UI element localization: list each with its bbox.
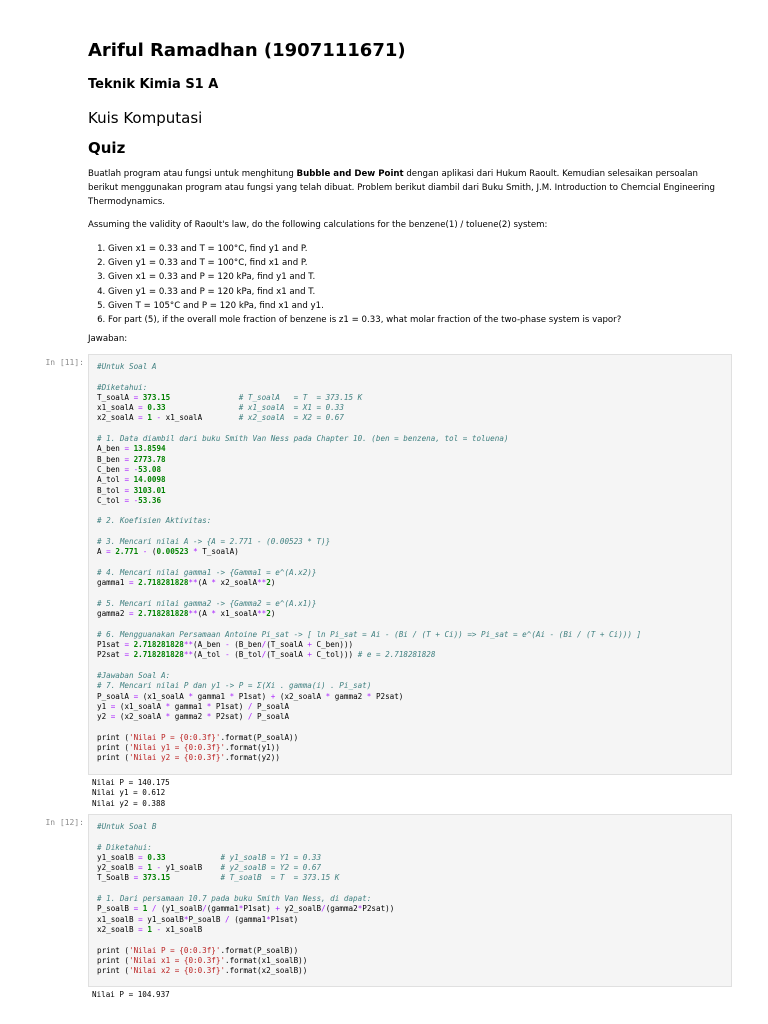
code-editor[interactable]: #Untuk Soal A #Diketahui: T_soalA = 373.15 # T_soalA = T = 373.15 K x1_soalA = 0.33 # x1_soalA = X1 = 0.33 x2_soalA = 1 - x1_soalA # x2_soalA = X2 = 0.67 # 1. Data diambil dari buku Smith Van Ness pada Chapter 10. (ben = benzena, tol = toluena) A_ben = 13.8594 B_ben = 2773.78 C_ben = -53.08 A_tol = 14.0098 B_tol = 3103.01 C_tol = -53.36 # 2. Koefisien Aktivitas: # 3. Mencari nilai A -> {A = 2.771 - (0.00523 * T)} A = 2.771 - (0.00523 * T_soalA) # 4. Mencari nilai gamma1 -> {Gamma1 = e^(A.x2)} gamma1 = 2.718281828**(A * x2_soalA**2) # 5. Mencari nilai gamma2 -> {Gamma2 = e^(A.x1)} gamma2 = 2.718281828**(A * x1_soalA**2) # 6. Mengguanakan Persamaan Antoine Pi_sat -> [ ln Pi_sat = Ai - (Bi / (T + Ci)) => Pi_sat = e^(Ai - (Bi / (T + Ci))) ] P1sat = 2.718281828**(A_ben - (B_ben/(T_soalA + C_ben))) P2sat = 2.718281828**(A_tol - (B_tol/(T_soalA + C_tol))) # e = 2.718281828 #Jawaban Soal A: # 7. Mencari nilai P dan y1 -> P = Σ(Xi . gamma(i) . Pi_sat) P_soalA = (x1_soalA * gamma1 * P1sat) + (x2_soalA * gamma2 * P2sat) y1 = (x1_soalA * gamma1 * P1sat) / P_soalA y2 = (x2_soalA * gamma2 * P2sat) / P_soalA print ('Nilai P = {0:0.3f}'.format(P_soalA)) print ('Nilai y1 = {0:0.3f}'.format(y1)) print ('Nilai y2 = {0:0.3f}'.format(y2))	[97, 362, 642, 763]
question-item: 4. Given y1 = 0.33 and P = 120 kPa, find x1 and T.	[108, 285, 728, 299]
cell-prompt: In [11]:	[45, 358, 84, 367]
intro-text-1	[88, 167, 728, 209]
heading2-block	[88, 139, 728, 157]
answer-label-block	[88, 332, 728, 346]
subtitle-block	[88, 77, 728, 93]
question-list-block	[88, 242, 728, 327]
question-item: 2. Given y1 = 0.33 and T = 100°C, find x1 and P.	[108, 256, 728, 270]
answer-label: Jawaban:	[88, 334, 128, 344]
question-item: 5. Given T = 105°C and P = 120 kPa, find x1 and y1.	[108, 299, 728, 313]
output-text: Nilai P = 140.175 Nilai y1 = 0.612 Nilai y2 = 0.388	[92, 778, 170, 808]
intro-paragraph-1	[88, 167, 728, 209]
question-item: 6. For part (5), if the overall mole fraction of benzene is z1 = 0.33, what molar fraction of the two-phase system is vapor?	[108, 313, 728, 327]
intro-text-after: dengan aplikasi dari Hukum Raoult. Kemudian selesaikan persoalan berikut menggunakan program atau fungsi yang telah dibuat. Problem berikut diambil dari Buku Smith, J.M. Introduction to Chemcial Engineering Thermodynamics.	[88, 169, 715, 207]
code-cell-11[interactable]	[88, 354, 732, 775]
heading-quiz: Quiz	[88, 139, 126, 157]
output-text: Nilai P = 104.937	[92, 990, 170, 999]
question-list	[88, 242, 728, 327]
notebook-subtitle: Teknik Kimia S1 A	[88, 77, 219, 92]
cell-output-11	[92, 778, 170, 809]
heading1-block	[88, 109, 728, 127]
intro-text-2: Assuming the validity of Raoult's law, do the following calculations for the benzene(1) / toluene(2) system:	[88, 220, 548, 230]
intro-bold: Bubble and Dew Point	[296, 169, 404, 179]
code-cell-12[interactable]	[88, 814, 732, 987]
intro-paragraph-2	[88, 218, 728, 232]
code-editor[interactable]: #Untuk Soal B # Diketahui: y1_soalB = 0.33 # y1_soalB = Y1 = 0.33 y2_soalB = 1 - y1_soalB # y2_soalB = Y2 = 0.67 T_SoalB = 373.15 # T_soalB = T = 373.15 K # 1. Dari persamaan 10.7 pada buku Smith Van Ness, di dapat: P_soalB = 1 / (y1_soalB/(gamma1*P1sat) + y2_soalB/(gamma2*P2sat)) x1_soalB = y1_soalB*P_soalB / (gamma1*P1sat) x2_soalB = 1 - x1_soalB print ('Nilai P = {0:0.3f}'.format(P_soalB)) print ('Nilai x1 = {0:0.3f}'.format(x1_soalB)) print ('Nilai x2 = {0:0.3f}'.format(x2_soalB))	[97, 822, 395, 976]
intro-text-before: Buatlah program atau fungsi untuk menghitung	[88, 169, 297, 179]
title-block	[88, 40, 728, 62]
question-item: 1. Given x1 = 0.33 and T = 100°C, find y1 and P.	[108, 242, 728, 256]
cell-output-12	[92, 990, 170, 1000]
heading-kuis: Kuis Komputasi	[88, 109, 203, 127]
notebook-title: Ariful Ramadhan (1907111671)	[88, 40, 406, 61]
question-item: 3. Given x1 = 0.33 and P = 120 kPa, find y1 and T.	[108, 270, 728, 284]
cell-prompt: In [12]:	[45, 818, 84, 827]
